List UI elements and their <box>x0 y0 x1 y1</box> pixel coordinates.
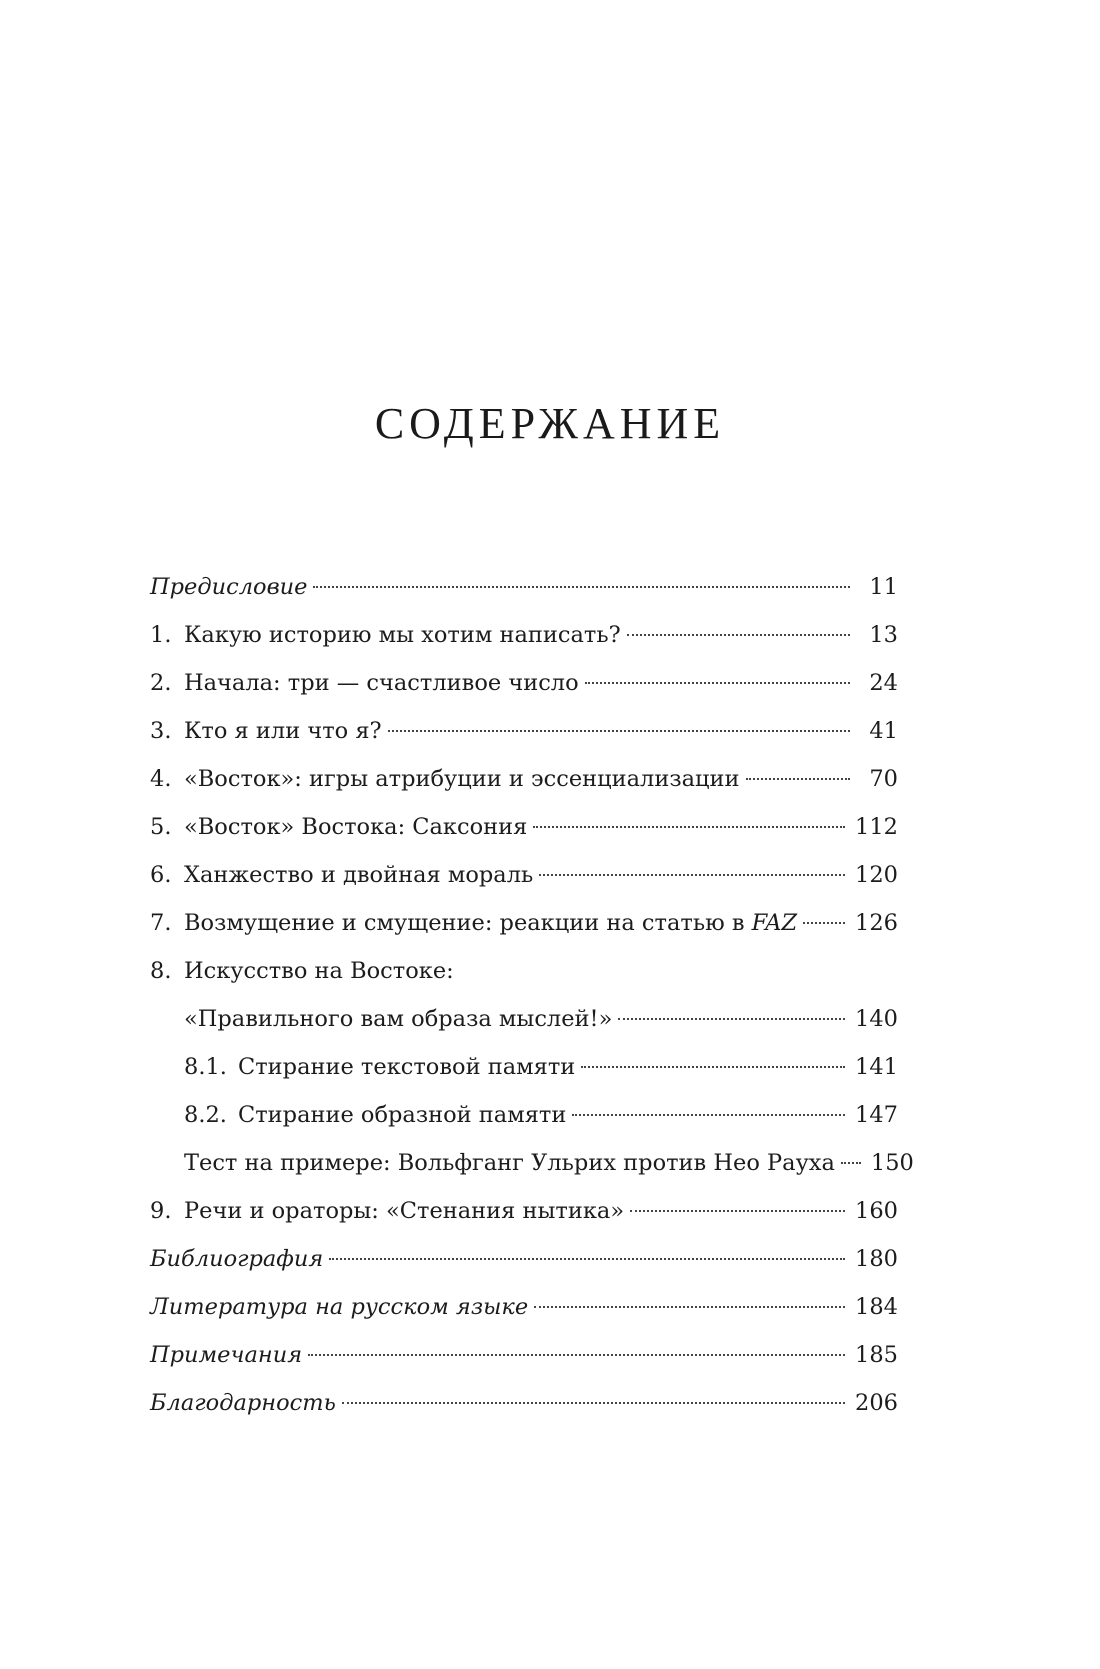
toc-entry-section-8-2[interactable] <box>150 1091 898 1139</box>
toc-entry-section-test[interactable] <box>150 1139 914 1187</box>
dot-leader <box>746 778 851 780</box>
toc-label: «Восток» Востока: Саксония <box>184 814 528 840</box>
toc-label <box>184 899 797 947</box>
toc-label-italic: FAZ <box>751 910 798 936</box>
chapter-number: 6. <box>150 862 172 888</box>
toc-entry-chapter-9[interactable] <box>150 1187 898 1235</box>
toc-entry-chapter-7[interactable] <box>150 899 898 947</box>
toc-page-number: 150 <box>870 1150 914 1176</box>
toc-label-line-1: Искусство на Востоке: <box>184 958 454 984</box>
toc-label: Примечания <box>150 1342 303 1368</box>
page-title: СОДЕРЖАНИЕ <box>374 399 726 448</box>
dot-leader <box>308 1354 845 1356</box>
toc-entry-russian-literature[interactable] <box>150 1283 898 1331</box>
dot-leader <box>388 730 850 732</box>
chapter-number: 7. <box>150 910 172 936</box>
chapter-number: 9. <box>150 1198 172 1224</box>
toc-entry-acknowledgements[interactable] <box>150 1379 898 1427</box>
dot-leader <box>841 1162 861 1164</box>
toc-page-number: 180 <box>855 1246 898 1272</box>
dot-leader <box>581 1066 845 1068</box>
toc-label: Стирание образной памяти <box>238 1102 567 1128</box>
dot-leader <box>539 874 845 876</box>
toc-page-number: 112 <box>855 814 898 840</box>
dot-leader <box>627 634 850 636</box>
toc-label: Стирание текстовой памяти <box>238 1054 576 1080</box>
toc-entry-chapter-1[interactable] <box>150 611 898 659</box>
dot-leader <box>534 1306 845 1308</box>
toc-label: Кто я или что я? <box>184 718 382 744</box>
toc-label: Предисловие <box>150 574 308 600</box>
toc-entry-notes[interactable] <box>150 1331 898 1379</box>
toc-entry-bibliography[interactable] <box>150 1235 898 1283</box>
toc-page-number: 206 <box>855 1390 898 1416</box>
toc-label-text: Возмущение и смущение: реакции на статью в <box>184 910 745 936</box>
dot-leader <box>342 1402 845 1404</box>
table-of-contents <box>150 563 914 1427</box>
toc-page-number: 24 <box>869 670 898 696</box>
toc-label: Ханжество и двойная мораль <box>184 862 534 888</box>
toc-entry-chapter-3[interactable] <box>150 707 898 755</box>
toc-page-number: 11 <box>869 574 898 600</box>
dot-leader <box>630 1210 845 1212</box>
toc-page-number: 141 <box>855 1054 898 1080</box>
dot-leader <box>313 586 850 588</box>
toc-page-number: 184 <box>855 1294 898 1320</box>
toc-entry-preface[interactable] <box>150 563 898 611</box>
dot-leader <box>533 826 845 828</box>
toc-label-block <box>184 947 898 1043</box>
chapter-number: 1. <box>150 622 172 648</box>
toc-label: Благодарность <box>150 1390 336 1416</box>
toc-page-number: 41 <box>869 718 898 744</box>
toc-label-line-2: «Правильного вам образа мыслей!» <box>184 1006 613 1032</box>
toc-label: Тест на примере: Вольфганг Ульрих против Нео Рауха <box>184 1150 835 1176</box>
toc-entry-chapter-5[interactable] <box>150 803 898 851</box>
toc-label: «Восток»: игры атрибуции и эссенциализации <box>184 766 740 792</box>
toc-page-number: 120 <box>855 862 898 888</box>
toc-entry-section-8-1[interactable] <box>150 1043 898 1091</box>
toc-page-number: 70 <box>869 766 898 792</box>
toc-entry-chapter-2[interactable] <box>150 659 898 707</box>
toc-page-number: 126 <box>855 910 898 936</box>
toc-label: Начала: три — счастливое число <box>184 670 579 696</box>
toc-label: Библиография <box>150 1246 324 1272</box>
toc-label: Литература на русском языке <box>150 1294 529 1320</box>
dot-leader <box>329 1258 845 1260</box>
chapter-number: 4. <box>150 766 172 792</box>
toc-page-number: 160 <box>855 1198 898 1224</box>
section-number: 8.2. <box>184 1102 227 1128</box>
dot-leader <box>585 682 850 684</box>
dot-leader <box>572 1114 845 1116</box>
chapter-number: 8. <box>150 958 172 984</box>
chapter-number: 2. <box>150 670 172 696</box>
chapter-number: 3. <box>150 718 172 744</box>
toc-entry-chapter-8[interactable] <box>150 947 898 1043</box>
toc-label: Какую историю мы хотим написать? <box>184 622 621 648</box>
toc-entry-chapter-6[interactable] <box>150 851 898 899</box>
toc-page-number: 147 <box>855 1102 898 1128</box>
toc-page-number: 13 <box>869 622 898 648</box>
toc-page-number: 140 <box>855 1006 898 1032</box>
chapter-number: 5. <box>150 814 172 840</box>
toc-page-number: 185 <box>855 1342 898 1368</box>
section-number: 8.1. <box>184 1054 227 1080</box>
dot-leader <box>803 922 845 924</box>
toc-label: Речи и ораторы: «Стенания нытика» <box>184 1198 625 1224</box>
toc-entry-chapter-4[interactable] <box>150 755 898 803</box>
dot-leader <box>618 1018 845 1020</box>
